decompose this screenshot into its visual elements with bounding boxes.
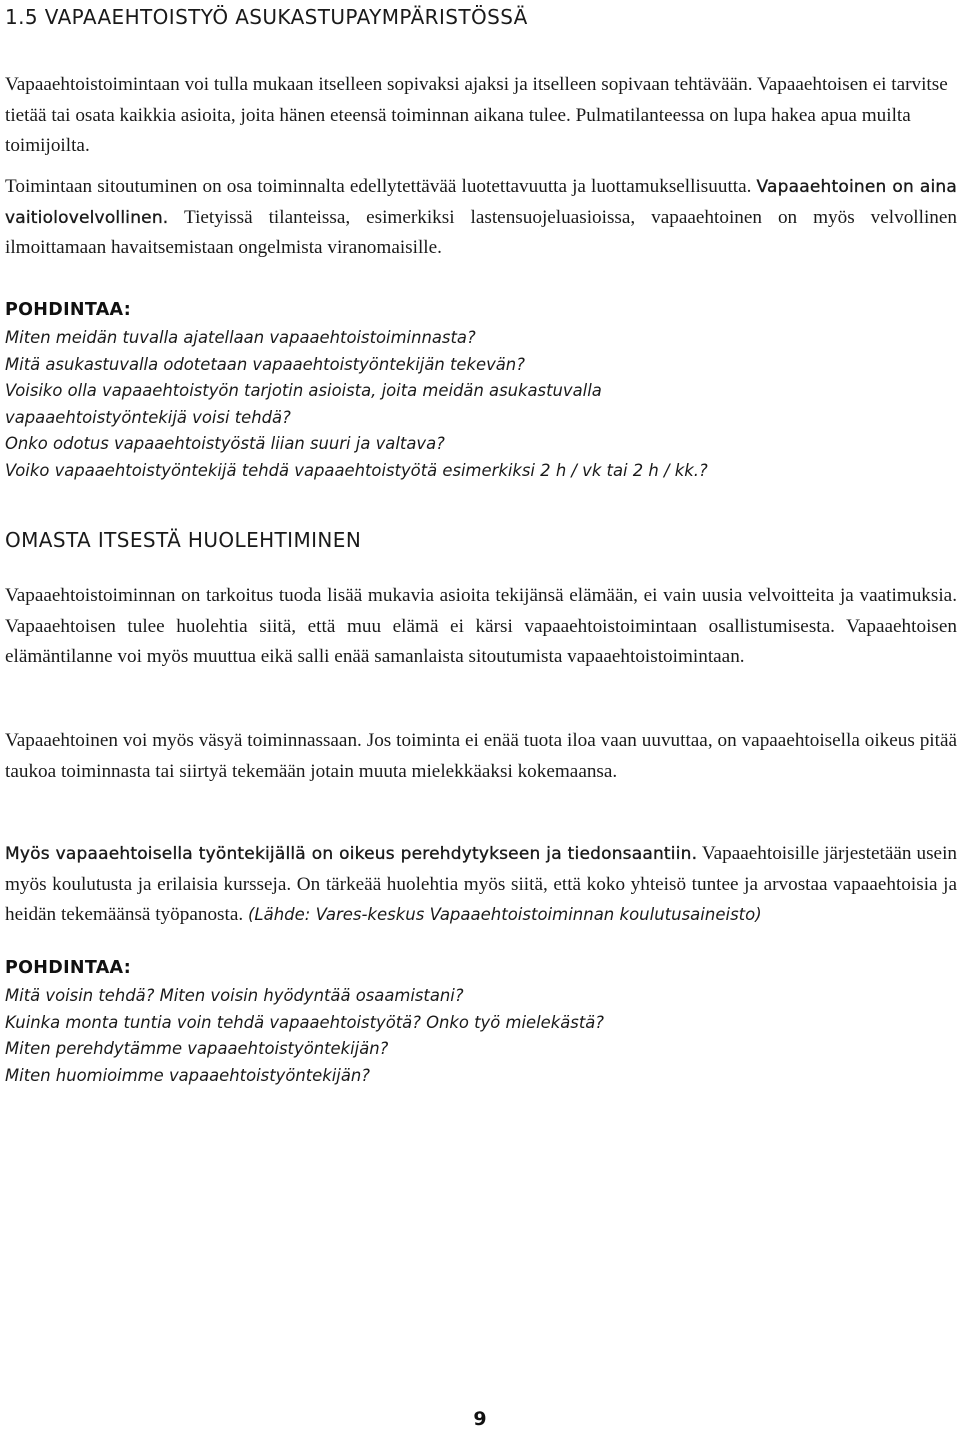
reflection-question: vapaaehtoistyöntekijä voisi tehdä?: [5, 407, 291, 427]
orientation-emphasis: Myös vapaaehtoisella työntekijällä on oikeus perehdytykseen ja tiedonsaantiin.: [5, 844, 698, 864]
section-heading-selfcare: OMASTA ITSESTÄ HUOLEHTIMINEN: [5, 528, 362, 552]
reflection-question: Mitä asukastuvalla odotetaan vapaaehtoistyöntekijän tekevän?: [5, 354, 525, 374]
intro-paragraph: Vapaaehtoistoimintaan voi tulla mukaan itselleen sopivaksi ajaksi ja itselleen sopivaan tehtävään. Vapaaehtoisen ei tarvitse tietää tai osata kaikkia asioita, joita hänen eteensä toiminnan aikana tulee. Pulmatilanteessa on lupa hakea apua muilta toimijoilta.: [5, 74, 948, 156]
reflection-title-1: POHDINTAA:: [5, 300, 132, 320]
reflection-question: Voiko vapaaehtoistyöntekijä tehdä vapaaehtoistyötä esimerkiksi 2 h / vk tai 2 h / kk.?: [5, 460, 708, 480]
reflection-box-2: [5, 958, 957, 1089]
confidentiality-emphasis: Vapaaehtoinen on aina vaitiolovelvollinen.: [5, 177, 958, 228]
reflection-question: Voisiko olla vapaaehtoistyön tarjotin asioista, joita meidän asukastuvalla: [5, 381, 602, 400]
reflection-question: Miten meidän tuvalla ajatellaan vapaaehtoistoiminnasta?: [5, 328, 476, 347]
commitment-text-2: Tietyissä tilanteissa, esimerkiksi lastensuojeluasioissa, vapaaehtoinen on myös velvollinen ilmoittamaan havaitsemistaan ongelmista viranomaisille.: [5, 206, 957, 258]
reflection-question: Miten perehdytämme vapaaehtoistyöntekijän?: [5, 1039, 389, 1058]
section-heading-main: 1.5 VAPAAEHTOISTYÖ ASUKASTUPAYMPÄRISTÖSSÄ: [5, 5, 528, 29]
reflection-box-1: [5, 300, 957, 484]
reflection-question: Kuinka monta tuntia voin tehdä vapaaehtoistyötä? Onko työ mielekästä?: [5, 1012, 604, 1032]
orientation-text: Vapaaehtoisille järjestetään usein myös koulutusta ja erilaisia kursseja. On tärkeää huolehtia myös siitä, että koko yhteisö tuntee ja arvostaa vapaaehtoisia ja heidän tekemäänsä työpanosta.: [5, 843, 957, 925]
reflection-questions-1: [5, 325, 957, 484]
orientation-paragraph: [5, 839, 957, 931]
reflection-question: Mitä voisin tehdä? Miten voisin hyödyntää osaamistani?: [5, 986, 464, 1005]
selfcare-paragraph-1: Vapaaehtoistoiminnan on tarkoitus tuoda lisää mukavia asioita tekijänsä elämään, ei vain uusia velvoitteita ja vaatimuksia. Vapaaehtoisen tulee huolehtia siitä, että muu elämä ei kärsi vapaaehtoistoimintaan osallistumisesta. Vapaaehtoisen elämäntilanne voi myös muuttua eikä salli enää samanlaista sitoutumista vapaaehtoistoimintaan.: [5, 585, 957, 667]
commitment-text-1: Toimintaan sitoutuminen on osa toiminnalta edellytettävää luotettavuutta ja luottamuksellisuutta.: [5, 176, 752, 197]
source-citation: (Lähde: Vares-keskus Vapaaehtoistoiminnan koulutusaineisto): [247, 905, 762, 924]
selfcare-paragraph-2: Vapaaehtoinen voi myös väsyä toiminnassaan. Jos toiminta ei enää tuota iloa vaan uuvuttaa, on vapaaehtoisella oikeus pitää taukoa toiminnasta tai siirtyä tekemään jotain muuta mielekkäaksi kokemaansa.: [5, 730, 957, 782]
commitment-paragraph: [5, 172, 957, 264]
reflection-question: Miten huomioimme vapaaehtoistyöntekijän?: [5, 1065, 370, 1085]
reflection-question: Onko odotus vapaaehtoistyöstä liian suuri ja valtava?: [5, 434, 445, 453]
reflection-title-2: POHDINTAA:: [5, 958, 132, 978]
page-number: 9: [473, 1408, 487, 1430]
reflection-questions-2: [5, 983, 957, 1089]
